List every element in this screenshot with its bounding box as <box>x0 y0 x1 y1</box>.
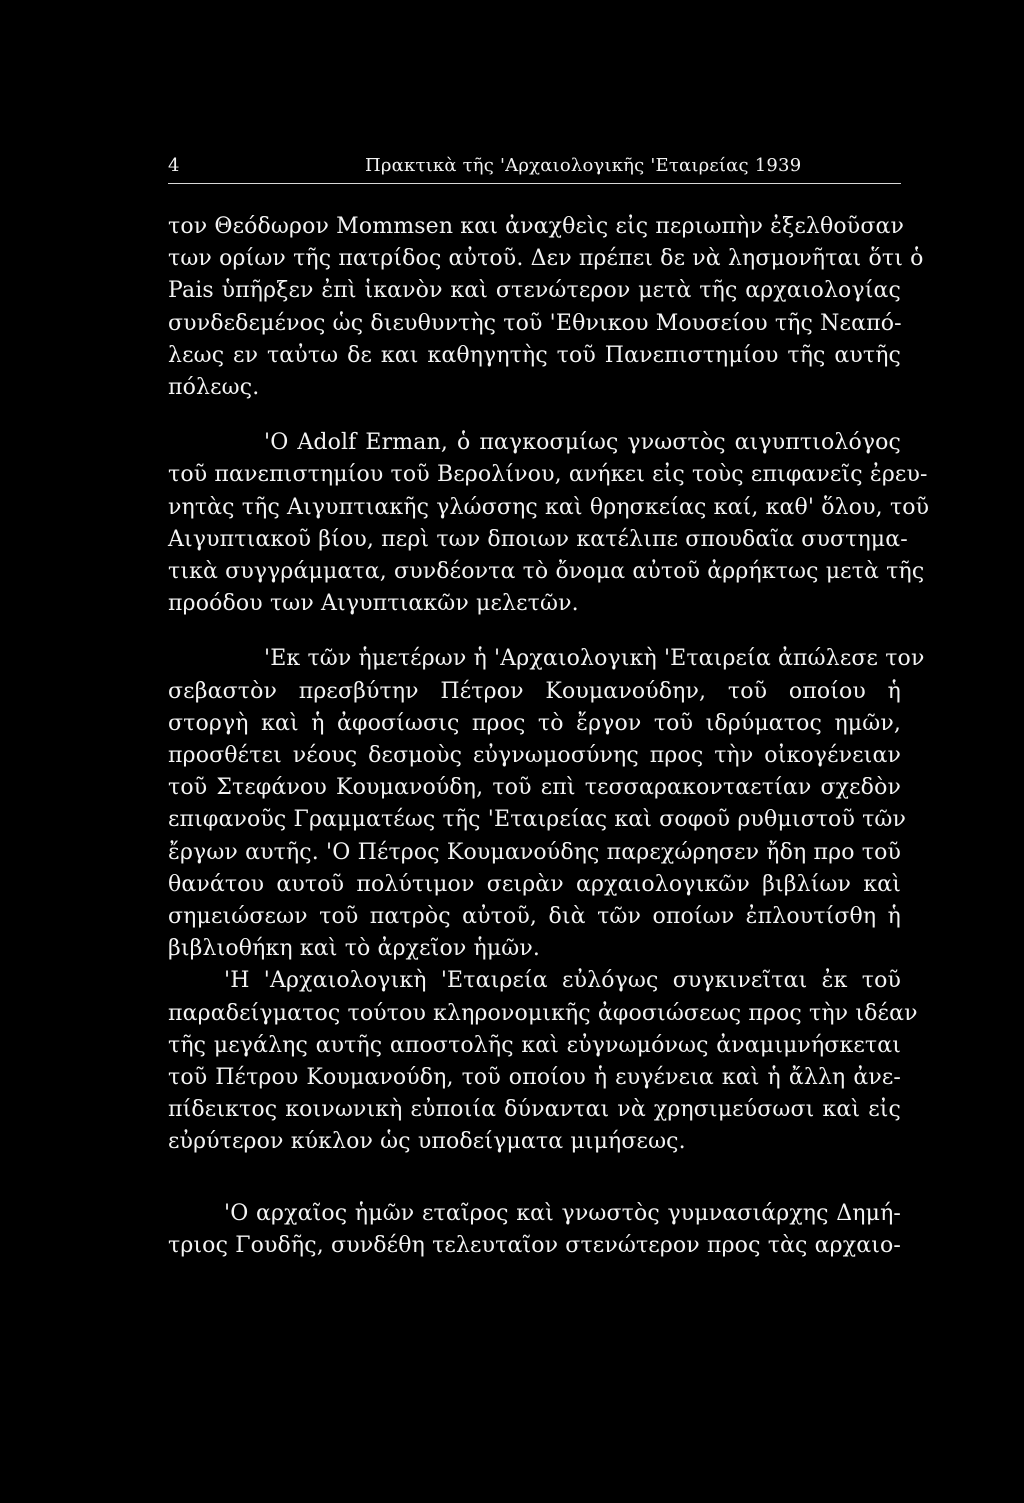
text-line: τοῦ Πέτρου Κουμανούδη, τοῦ οποίου ἡ ευγένεια καὶ ἡ ἄλλη ἀνε- <box>168 1065 901 1091</box>
text-line: βιβλιοθήκη καὶ τὸ ἀρχεῖον ἡμῶν. <box>168 936 541 962</box>
paragraph-2 <box>168 427 930 620</box>
text-line: ἔργων αυτῆς. 'Ο Πέτρος Κουμανούδης παρεχώρησεν ἤδη προ τοῦ <box>168 839 901 865</box>
text-line: συνδεδεμένος ὡς διευθυντὴς τοῦ 'Εθνικου Μουσείου τῆς Νεαπό- <box>168 310 902 336</box>
text-line: λεως εν ταὐτω δε και καθηγητὴς τοῦ Πανεπιστημίου τῆς αυτῆς <box>168 342 901 368</box>
text-line: τριος Γουδῆς, συνδέθη τελευταῖον στενώτερον προς τὰς αρχαιο- <box>168 1232 901 1258</box>
text-line: Pais ὑπῆρξεν ἐπὶ ἱκανὸν καὶ στενώτερον μετὰ τῆς αρχαιολογίας <box>168 278 901 304</box>
text-line: πίδεικτος κοινωνικὴ εὐποιία δύνανται νὰ χρησιμεύσωσι καὶ εἰς <box>168 1097 901 1123</box>
text-line: προόδου των Αιγυπτιακῶν μελετῶν. <box>168 591 579 617</box>
text-line: 'Εκ τῶν ἡμετέρων ἡ 'Αρχαιολογικὴ 'Εταιρεία ἀπώλεσε τον <box>264 646 925 672</box>
text-line: σημειώσεων τοῦ πατρὸς αὐτοῦ, διὰ τῶν οποίων ἐπλουτίσθη ἡ <box>168 904 901 930</box>
running-header <box>168 154 901 194</box>
paragraph-1 <box>168 211 924 404</box>
text-line: πόλεως. <box>168 375 260 401</box>
running-title: Πρακτικὰ τῆς 'Αρχαιολογικῆς 'Εταιρείας 1939 <box>365 155 802 176</box>
text-line: 'Ο αρχαῖος ἡμῶν εταῖρος καὶ γνωστὸς γυμνασιάρχης Δημή- <box>224 1200 901 1226</box>
text-line: Αιγυπτιακοῦ βίου, περὶ των δποιων κατέλιπε σπουδαῖα συστημα- <box>168 526 908 552</box>
text-line: νητὰς τῆς Αιγυπτιακῆς γλώσσης καὶ θρησκείας καί, καθ' ὅλου, τοῦ <box>168 494 930 520</box>
text-line: στοργὴ καὶ ἡ ἀφοσίωσις προς τὸ ἔργον τοῦ ιδρύματος ημῶν, <box>168 710 901 736</box>
text-line: προσθέτει νέους δεσμοὺς εὐγνωμοσύνης προς τὴν οἰκογένειαν <box>168 743 901 769</box>
text-line: των ορίων τῆς πατρίδος αὐτοῦ. Δεν πρέπει δε νὰ λησμονῆται ὅτι ὁ <box>168 246 924 272</box>
text-line: σεβαστὸν πρεσβύτην Πέτρον Κουμανούδην, τοῦ οποίου ἡ <box>168 678 901 704</box>
paragraph-3 <box>168 643 925 965</box>
text-line: επιφανοῦς Γραμματέως τῆς 'Εταιρείας καὶ σοφοῦ ρυθμιστοῦ τῶν <box>168 807 907 833</box>
header-rule <box>168 183 901 184</box>
text-line: 'Ο Adolf Erman, ὁ παγκοσμίως γνωστὸς αιγυπτιολόγος <box>264 430 901 456</box>
text-line: τοῦ πανεπιστημίου τοῦ Βερολίνου, ανήκει εἰς τοὺς επιφανεῖς ἐρευ- <box>168 462 928 488</box>
text-line: τῆς μεγάλης αυτῆς αποστολῆς καὶ εὐγνωμόνως ἀναμιμνήσκεται <box>168 1032 901 1058</box>
text-line: τικὰ συγγράμματα, συνδέοντα τὸ ὄνομα αὐτοῦ ἀρρήκτως μετὰ τῆς <box>168 559 925 585</box>
text-line: παραδείγματος τούτου κληρονομικῆς ἀφοσιώσεως προς τὴν ιδέαν <box>168 1000 918 1026</box>
text-line: τοῦ Στεφάνου Κουμανούδη, τοῦ επὶ τεσσαρακονταετίαν σχεδὸν <box>168 775 901 801</box>
paragraph-5 <box>168 1198 901 1262</box>
paragraph-4 <box>168 965 918 1158</box>
body-text <box>168 211 930 1262</box>
text-line: εὐρύτερον κύκλον ὡς υποδείγματα μιμήσεως. <box>168 1129 686 1155</box>
text-line: 'Η 'Αρχαιολογικὴ 'Εταιρεία εὐλόγως συγκινεῖται ἐκ τοῦ <box>224 968 901 994</box>
text-line: θανάτου αυτοῦ πολύτιμον σειρὰν αρχαιολογικῶν βιβλίων καὶ <box>168 871 901 897</box>
page-number: 4 <box>168 155 180 176</box>
text-line: τον Θεόδωρον Mommsen και ἀναχθεὶς εἰς περιωπὴν ἐξελθοῦσαν <box>168 214 905 239</box>
